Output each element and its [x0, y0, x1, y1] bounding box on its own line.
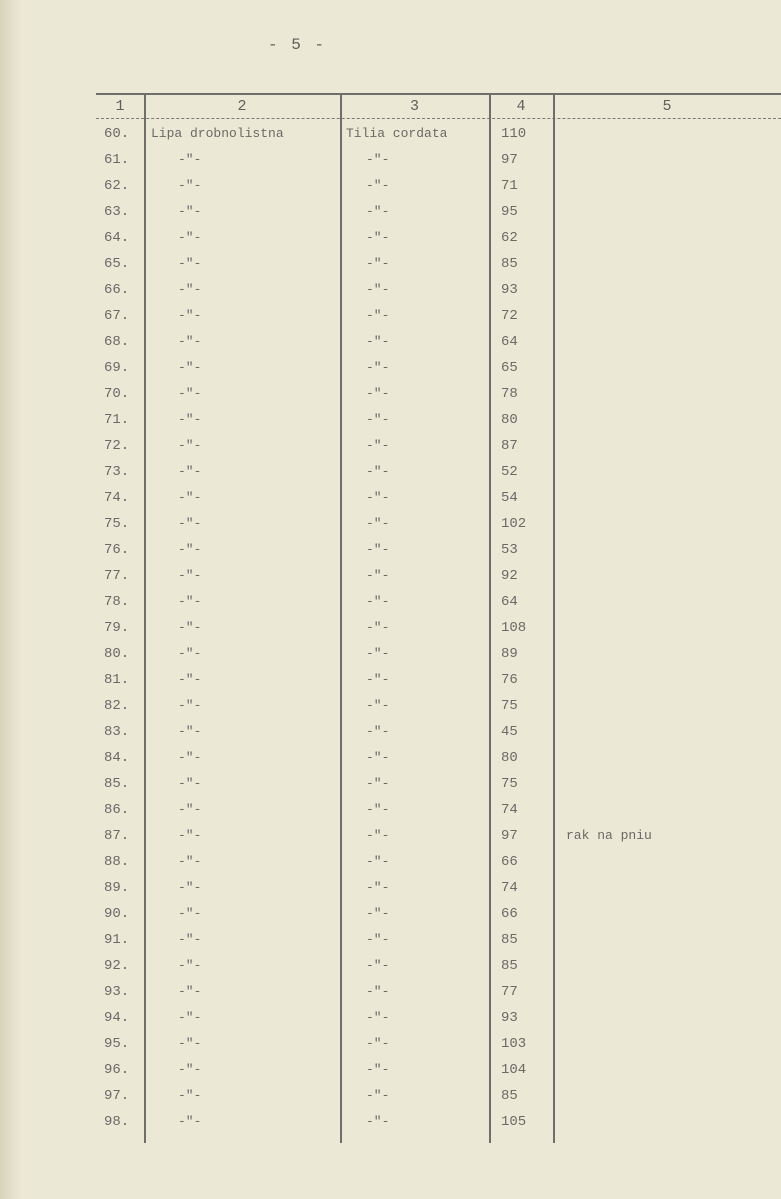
latin-name: -"-: [366, 386, 390, 401]
table-row: [96, 776, 781, 802]
latin-name: -"-: [366, 828, 390, 843]
measurement-value: 62: [501, 230, 518, 246]
species-name: -"-: [178, 620, 202, 635]
measurement-value: 53: [501, 542, 518, 558]
measurement-value: 97: [501, 152, 518, 168]
latin-name: -"-: [366, 620, 390, 635]
latin-name: -"-: [366, 230, 390, 245]
species-name: Lipa drobnolistna: [151, 126, 284, 141]
measurement-value: 66: [501, 906, 518, 922]
table-row: [96, 1114, 781, 1140]
species-name: -"-: [178, 724, 202, 739]
row-number: 80.: [104, 646, 130, 662]
row-number: 86.: [104, 802, 130, 818]
measurement-value: 104: [501, 1062, 527, 1078]
table-row: [96, 906, 781, 932]
latin-name: -"-: [366, 282, 390, 297]
latin-name: -"-: [366, 932, 390, 947]
row-number: 71.: [104, 412, 130, 428]
measurement-value: 64: [501, 594, 518, 610]
table-row: [96, 594, 781, 620]
latin-name: -"-: [366, 464, 390, 479]
latin-name: -"-: [366, 1036, 390, 1051]
measurement-value: 105: [501, 1114, 527, 1130]
measurement-value: 71: [501, 178, 518, 194]
row-number: 68.: [104, 334, 130, 350]
measurement-value: 85: [501, 256, 518, 272]
row-number: 79.: [104, 620, 130, 636]
measurement-value: 66: [501, 854, 518, 870]
latin-name: -"-: [366, 542, 390, 557]
row-number: 87.: [104, 828, 130, 844]
species-name: -"-: [178, 1010, 202, 1025]
species-name: -"-: [178, 334, 202, 349]
column-header-1: 1: [115, 98, 125, 115]
latin-name: -"-: [366, 256, 390, 271]
species-name: -"-: [178, 230, 202, 245]
table-row: [96, 230, 781, 256]
page-number: - 5 -: [268, 36, 327, 54]
species-name: -"-: [178, 828, 202, 843]
column-header-4: 4: [516, 98, 526, 115]
species-name: -"-: [178, 568, 202, 583]
row-number: 75.: [104, 516, 130, 532]
latin-name: -"-: [366, 958, 390, 973]
species-name: -"-: [178, 490, 202, 505]
latin-name: -"-: [366, 334, 390, 349]
table-row: [96, 568, 781, 594]
species-name: -"-: [178, 282, 202, 297]
measurement-value: 80: [501, 412, 518, 428]
remarks: rak na pniu: [566, 828, 652, 843]
species-name: -"-: [178, 308, 202, 323]
latin-name: -"-: [366, 490, 390, 505]
measurement-value: 110: [501, 126, 527, 142]
table-row: [96, 1088, 781, 1114]
species-name: -"-: [178, 386, 202, 401]
row-number: 84.: [104, 750, 130, 766]
table-row: [96, 698, 781, 724]
table-row: [96, 880, 781, 906]
latin-name: -"-: [366, 906, 390, 921]
row-number: 82.: [104, 698, 130, 714]
table-row: [96, 412, 781, 438]
table-row: [96, 854, 781, 880]
row-number: 65.: [104, 256, 130, 272]
table-row: [96, 152, 781, 178]
species-name: -"-: [178, 594, 202, 609]
table-row: [96, 256, 781, 282]
measurement-value: 108: [501, 620, 527, 636]
row-number: 64.: [104, 230, 130, 246]
table-top-rule: [96, 93, 781, 95]
species-name: -"-: [178, 1088, 202, 1103]
row-number: 73.: [104, 464, 130, 480]
table-row: [96, 204, 781, 230]
latin-name: -"-: [366, 178, 390, 193]
species-name: -"-: [178, 360, 202, 375]
table-row: [96, 464, 781, 490]
row-number: 66.: [104, 282, 130, 298]
measurement-value: 74: [501, 802, 518, 818]
measurement-value: 85: [501, 932, 518, 948]
species-name: -"-: [178, 672, 202, 687]
row-number: 98.: [104, 1114, 130, 1130]
table-row: [96, 282, 781, 308]
latin-name: -"-: [366, 802, 390, 817]
measurement-value: 75: [501, 698, 518, 714]
measurement-value: 77: [501, 984, 518, 1000]
latin-name: -"-: [366, 1062, 390, 1077]
table-row: [96, 490, 781, 516]
latin-name: -"-: [366, 672, 390, 687]
latin-name: -"-: [366, 1010, 390, 1025]
row-number: 89.: [104, 880, 130, 896]
measurement-value: 102: [501, 516, 527, 532]
species-name: -"-: [178, 880, 202, 895]
latin-name: -"-: [366, 1114, 390, 1129]
header-underline: [96, 118, 781, 119]
species-name: -"-: [178, 178, 202, 193]
latin-name: -"-: [366, 776, 390, 791]
table-row: [96, 802, 781, 828]
table-row: [96, 724, 781, 750]
measurement-value: 54: [501, 490, 518, 506]
row-number: 85.: [104, 776, 130, 792]
latin-name: -"-: [366, 854, 390, 869]
species-name: -"-: [178, 750, 202, 765]
table-row: [96, 360, 781, 386]
species-name: -"-: [178, 152, 202, 167]
table-row: [96, 984, 781, 1010]
species-name: -"-: [178, 698, 202, 713]
species-name: -"-: [178, 646, 202, 661]
row-number: 72.: [104, 438, 130, 454]
row-number: 60.: [104, 126, 130, 142]
species-name: -"-: [178, 776, 202, 791]
measurement-value: 76: [501, 672, 518, 688]
measurement-value: 93: [501, 282, 518, 298]
measurement-value: 72: [501, 308, 518, 324]
latin-name: -"-: [366, 204, 390, 219]
species-name: -"-: [178, 984, 202, 999]
row-number: 83.: [104, 724, 130, 740]
latin-name: -"-: [366, 724, 390, 739]
row-number: 96.: [104, 1062, 130, 1078]
latin-name: -"-: [366, 750, 390, 765]
measurement-value: 97: [501, 828, 518, 844]
table-row: [96, 1010, 781, 1036]
table-row: [96, 958, 781, 984]
column-header-2: 2: [237, 98, 247, 115]
measurement-value: 93: [501, 1010, 518, 1026]
table-row: [96, 178, 781, 204]
species-name: -"-: [178, 204, 202, 219]
row-number: 92.: [104, 958, 130, 974]
species-name: -"-: [178, 438, 202, 453]
row-number: 70.: [104, 386, 130, 402]
measurement-value: 64: [501, 334, 518, 350]
species-name: -"-: [178, 1036, 202, 1051]
species-name: -"-: [178, 464, 202, 479]
measurement-value: 89: [501, 646, 518, 662]
table-row: [96, 438, 781, 464]
measurement-value: 74: [501, 880, 518, 896]
measurement-value: 87: [501, 438, 518, 454]
latin-name: -"-: [366, 646, 390, 661]
latin-name: -"-: [366, 880, 390, 895]
row-number: 62.: [104, 178, 130, 194]
row-number: 94.: [104, 1010, 130, 1026]
measurement-value: 45: [501, 724, 518, 740]
measurement-value: 103: [501, 1036, 527, 1052]
row-number: 61.: [104, 152, 130, 168]
species-name: -"-: [178, 932, 202, 947]
measurement-value: 85: [501, 958, 518, 974]
latin-name: -"-: [366, 1088, 390, 1103]
species-name: -"-: [178, 1062, 202, 1077]
species-name: -"-: [178, 516, 202, 531]
latin-name: -"-: [366, 698, 390, 713]
table-row: [96, 386, 781, 412]
species-name: -"-: [178, 542, 202, 557]
latin-name: -"-: [366, 568, 390, 583]
table-row: [96, 126, 781, 152]
row-number: 97.: [104, 1088, 130, 1104]
latin-name: -"-: [366, 152, 390, 167]
row-number: 74.: [104, 490, 130, 506]
row-number: 81.: [104, 672, 130, 688]
measurement-value: 92: [501, 568, 518, 584]
table-row: [96, 932, 781, 958]
row-number: 69.: [104, 360, 130, 376]
latin-name: Tilia cordata: [346, 126, 448, 141]
row-number: 76.: [104, 542, 130, 558]
measurement-value: 78: [501, 386, 518, 402]
table-row: [96, 1062, 781, 1088]
table-row: [96, 646, 781, 672]
measurement-value: 65: [501, 360, 518, 376]
latin-name: -"-: [366, 516, 390, 531]
measurement-value: 80: [501, 750, 518, 766]
row-number: 93.: [104, 984, 130, 1000]
latin-name: -"-: [366, 360, 390, 375]
table-row: [96, 672, 781, 698]
row-number: 63.: [104, 204, 130, 220]
column-header-3: 3: [409, 98, 419, 115]
latin-name: -"-: [366, 438, 390, 453]
row-number: 91.: [104, 932, 130, 948]
table-row: [96, 516, 781, 542]
species-name: -"-: [178, 906, 202, 921]
table-row: [96, 620, 781, 646]
row-number: 95.: [104, 1036, 130, 1052]
latin-name: -"-: [366, 594, 390, 609]
table-row: [96, 334, 781, 360]
measurement-value: 85: [501, 1088, 518, 1104]
row-number: 78.: [104, 594, 130, 610]
table-row: [96, 1036, 781, 1062]
latin-name: -"-: [366, 308, 390, 323]
row-number: 67.: [104, 308, 130, 324]
species-name: -"-: [178, 256, 202, 271]
table-row: [96, 308, 781, 334]
table-row: [96, 542, 781, 568]
latin-name: -"-: [366, 984, 390, 999]
table-row: [96, 828, 781, 854]
species-name: -"-: [178, 854, 202, 869]
table-body: [96, 126, 781, 1140]
species-name: -"-: [178, 412, 202, 427]
latin-name: -"-: [366, 412, 390, 427]
species-name: -"-: [178, 802, 202, 817]
tree-inventory-table: [96, 93, 781, 1143]
measurement-value: 52: [501, 464, 518, 480]
row-number: 90.: [104, 906, 130, 922]
row-number: 88.: [104, 854, 130, 870]
column-header-5: 5: [662, 98, 672, 115]
table-row: [96, 750, 781, 776]
measurement-value: 75: [501, 776, 518, 792]
row-number: 77.: [104, 568, 130, 584]
measurement-value: 95: [501, 204, 518, 220]
paper-edge: [0, 0, 22, 1199]
species-name: -"-: [178, 1114, 202, 1129]
species-name: -"-: [178, 958, 202, 973]
